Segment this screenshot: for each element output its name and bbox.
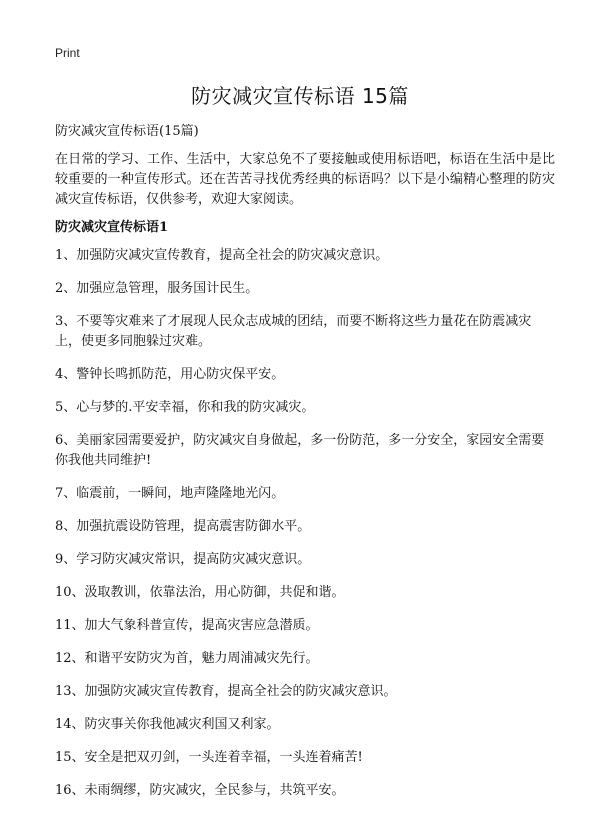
slogan-item: 3、不要等灾难来了才展现人民众志成城的团结，而要不断将这些力量花在防震减灾上，使更多同胞躲过灾难。: [55, 314, 532, 349]
intro-paragraph: 在日常的学习、工作、生活中，大家总免不了要接触或使用标语吧，标语在生活中是比较重要的一种宣传形式。还在苦苦寻找优秀经典的标语吗？以下是小编精心整理的防灾减灾宣传标语，仅供参考，欢迎大家阅读。: [55, 152, 555, 207]
slogan-item: 8、加强抗震设防管理，提高震害防御水平。: [55, 519, 311, 534]
slogan-item: 7、临震前，一瞬间，地声隆隆地光闪。: [55, 486, 285, 501]
slogan-item: 10、汲取教训，依靠法治，用心防御，共促和谐。: [55, 585, 345, 600]
slogan-item: 5、心与梦的.平安幸福，你和我的防灾减灾。: [55, 400, 315, 415]
slogan-item: 11、加大气象科普宣传，提高灾害应急潜质。: [55, 618, 319, 633]
slogan-item: 15、安全是把双刃剑，一头连着幸福，一头连着痛苦!: [55, 750, 363, 765]
slogan-item: 16、未雨绸缪，防灾减灾，全民参与，共筑平安。: [55, 783, 345, 798]
slogan-item: 2、加强应急管理，服务国计民生。: [55, 281, 259, 296]
slogan-list: [55, 246, 555, 814]
slogan-item: 6、美丽家园需要爱护，防灾减灾自身做起，多一份防范，多一分安全，家园安全需要你我他共同维护!: [55, 433, 545, 468]
slogan-item: 9、学习防灾减灾常识，提高防灾减灾意识。: [55, 552, 311, 567]
section-heading: 防灾减灾宣传标语1: [55, 220, 169, 235]
document-title: 防灾减灾宣传标语 15篇: [191, 84, 409, 108]
slogan-item: 13、加强防灾减灾宣传教育，提高全社会的防灾减灾意识。: [55, 684, 397, 699]
document-subtitle: 防灾减灾宣传标语(15篇): [55, 124, 199, 139]
slogan-item: 12、和谐平安防灾为首，魅力周浦减灾先行。: [55, 651, 319, 666]
print-link[interactable]: Print: [55, 46, 80, 60]
slogan-item: 4、警钟长鸣抓防范，用心防灾保平安。: [55, 367, 285, 382]
slogan-item: 1、加强防灾减灾宣传教育，提高全社会的防灾减灾意识。: [55, 248, 389, 263]
slogan-item: 14、防灾事关你我他减灾利国又利家。: [55, 717, 280, 732]
